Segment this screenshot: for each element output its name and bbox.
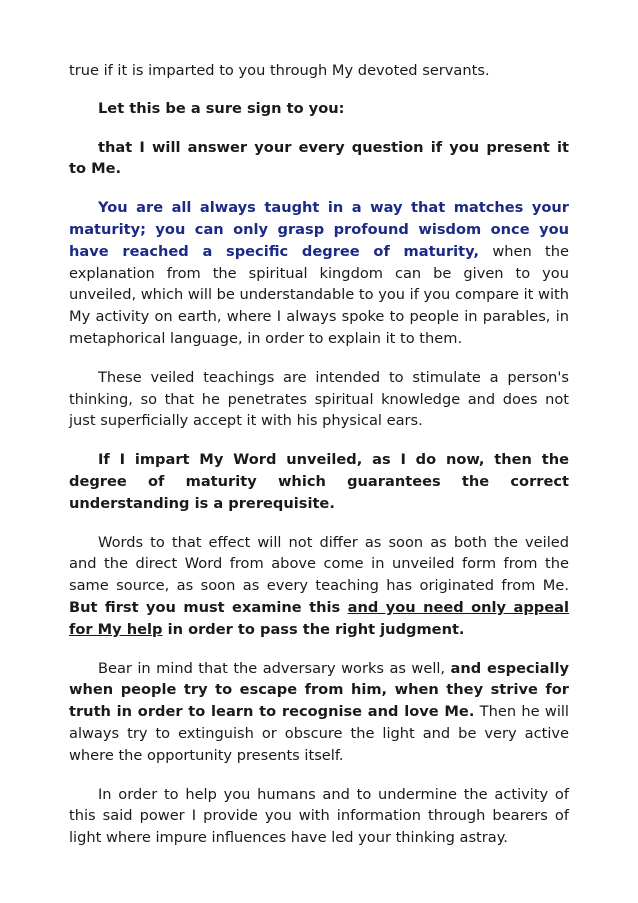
paragraph-2-heading: Let this be a sure sign to you: <box>98 99 345 117</box>
paragraph-9: In order to help you humans and to undermine the activity of this said power I provide you with information through bearers of light where impure influences have led your thinking astray. <box>69 785 569 847</box>
document-page <box>69 60 569 866</box>
paragraph-3: that I will answer your every question if you present it to Me. <box>69 138 569 178</box>
paragraph-7-text: Words to that effect will not differ as soon as both the veiled and the direct Word from above come in unveiled form from the same source, as soon as every teaching has originated from Me. <box>69 533 569 595</box>
paragraph-7-bold: But first you must examine this <box>69 598 348 616</box>
paragraph-4-text: when the explanation from the spiritual kingdom can be given to you unveiled, which will be understandable to you if you compare it with My activity on earth, where I always spoke to people in parables, in metaphorical language, in order to explain it to them. <box>69 242 569 347</box>
paragraph-7-bold-end: in order to pass the right judgment. <box>162 620 465 638</box>
paragraph-8-text-end: Then he will always try to extinguish or obscure the light and be very active where the opportunity presents itself. <box>69 703 569 764</box>
paragraph-4 <box>69 197 569 350</box>
paragraph-1: true if it is imparted to you through My devoted servants. <box>69 62 490 79</box>
paragraph-7-underlined: and you need only appeal for My help <box>69 598 569 638</box>
paragraph-4-emphasis: You are all always taught in a way that matches your maturity; you can only grasp profound wisdom once you have reached a specific degree of maturity, <box>69 199 569 260</box>
paragraph-8-text: Bear in mind that the adversary works as well, <box>98 659 451 677</box>
paragraph-7 <box>69 532 569 641</box>
paragraph-5: These veiled teachings are intended to stimulate a person's thinking, so that he penetrates spiritual knowledge and does not just superficially accept it with his physical ears. <box>69 368 569 430</box>
paragraph-8-bold: and especially when people try to escape from him, when they strive for truth in order to learn to recognise and love Me. <box>69 659 569 721</box>
paragraph-6: If I impart My Word unveiled, as I do now, then the degree of maturity which guarantees the correct understanding is a prerequisite. <box>69 451 569 512</box>
paragraph-8 <box>69 658 569 767</box>
